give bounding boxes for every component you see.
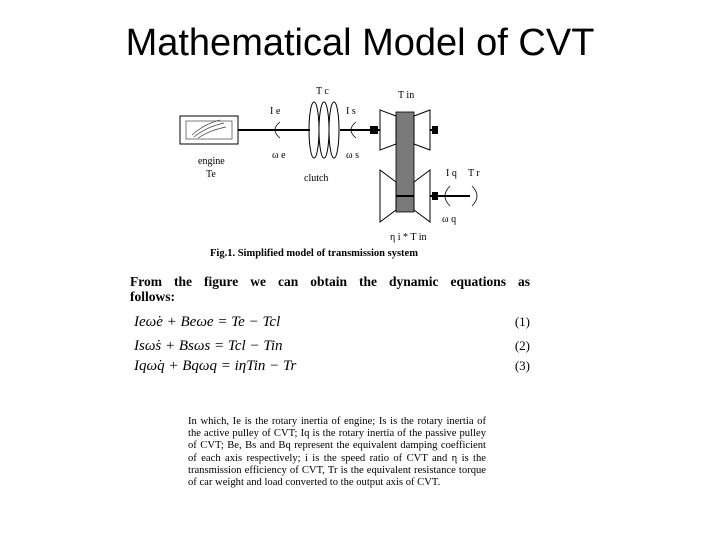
- driven-hub: [432, 192, 438, 200]
- tc-label: T c: [316, 86, 329, 97]
- engine-curves: [192, 120, 226, 138]
- iq-label: I q: [446, 168, 457, 179]
- clutch-plate-2: [319, 102, 329, 158]
- engine-te-label: Te: [206, 169, 216, 180]
- equation-1-text: Ieω̇e + Beωe = Te − Tcl: [134, 314, 281, 330]
- intro-line-1: From the figure we can obtain the dynamic equations as: [130, 274, 530, 289]
- driving-hub-right: [432, 126, 438, 134]
- slide-title: Mathematical Model of CVT: [125, 22, 595, 64]
- driven-pulley-left: [380, 170, 396, 222]
- equation-2-text: Isω̇s + Bsωs = Tcl − Tin: [134, 338, 283, 354]
- is-label: I s: [346, 106, 356, 117]
- ws-label: ω s: [346, 150, 359, 161]
- driving-hub-left: [370, 126, 378, 134]
- equation-3-text: Iqω̇q + Bqωq = iηTin − Tr: [134, 358, 297, 374]
- tin-label: T in: [398, 90, 415, 101]
- clutch-plate-1: [309, 102, 319, 158]
- driving-pulley-left: [380, 110, 396, 150]
- wq-label: ω q: [442, 214, 457, 225]
- intro-line-2: follows:: [130, 289, 175, 304]
- figure-caption: Fig.1. Simplified model of transmission system: [210, 248, 418, 259]
- we-label: ω e: [272, 150, 286, 161]
- ie-label: I e: [270, 106, 281, 117]
- equation-3-number: (3): [514, 358, 530, 373]
- equation-2: [134, 338, 534, 358]
- engine-box: [180, 116, 238, 144]
- explanation-paragraph: In which, Ie is the rotary inertia of engine; Is is the rotary inertia of the active pulley of CVT; Iq is the rotary inertia of the passive pulley of CVT; Be, Bs and Bq represent the equivalent damping coefficient of each axis respectively; i is the speed ratio of CVT and η is the transmission efficiency of CVT, Tr is the equivalent resistance torque of car weight and load converted to the output axis of CVT.: [188, 416, 486, 489]
- eta-label: η i * T in: [390, 232, 427, 243]
- equation-1: [134, 314, 534, 334]
- equation-2-number: (2): [514, 338, 530, 353]
- driving-pulley-right: [414, 110, 430, 150]
- tr-arrow: [472, 186, 477, 206]
- clutch-plate-3: [329, 102, 339, 158]
- engine-label: engine: [198, 156, 225, 167]
- equation-3: [134, 358, 534, 378]
- intro-text: [130, 274, 530, 304]
- driven-pulley-right: [414, 170, 430, 222]
- tr-label: T r: [468, 168, 480, 179]
- clutch-label: clutch: [304, 173, 329, 184]
- transmission-diagram: [170, 82, 500, 262]
- equation-1-number: (1): [514, 314, 530, 329]
- transmission-diagram-svg: [170, 82, 500, 262]
